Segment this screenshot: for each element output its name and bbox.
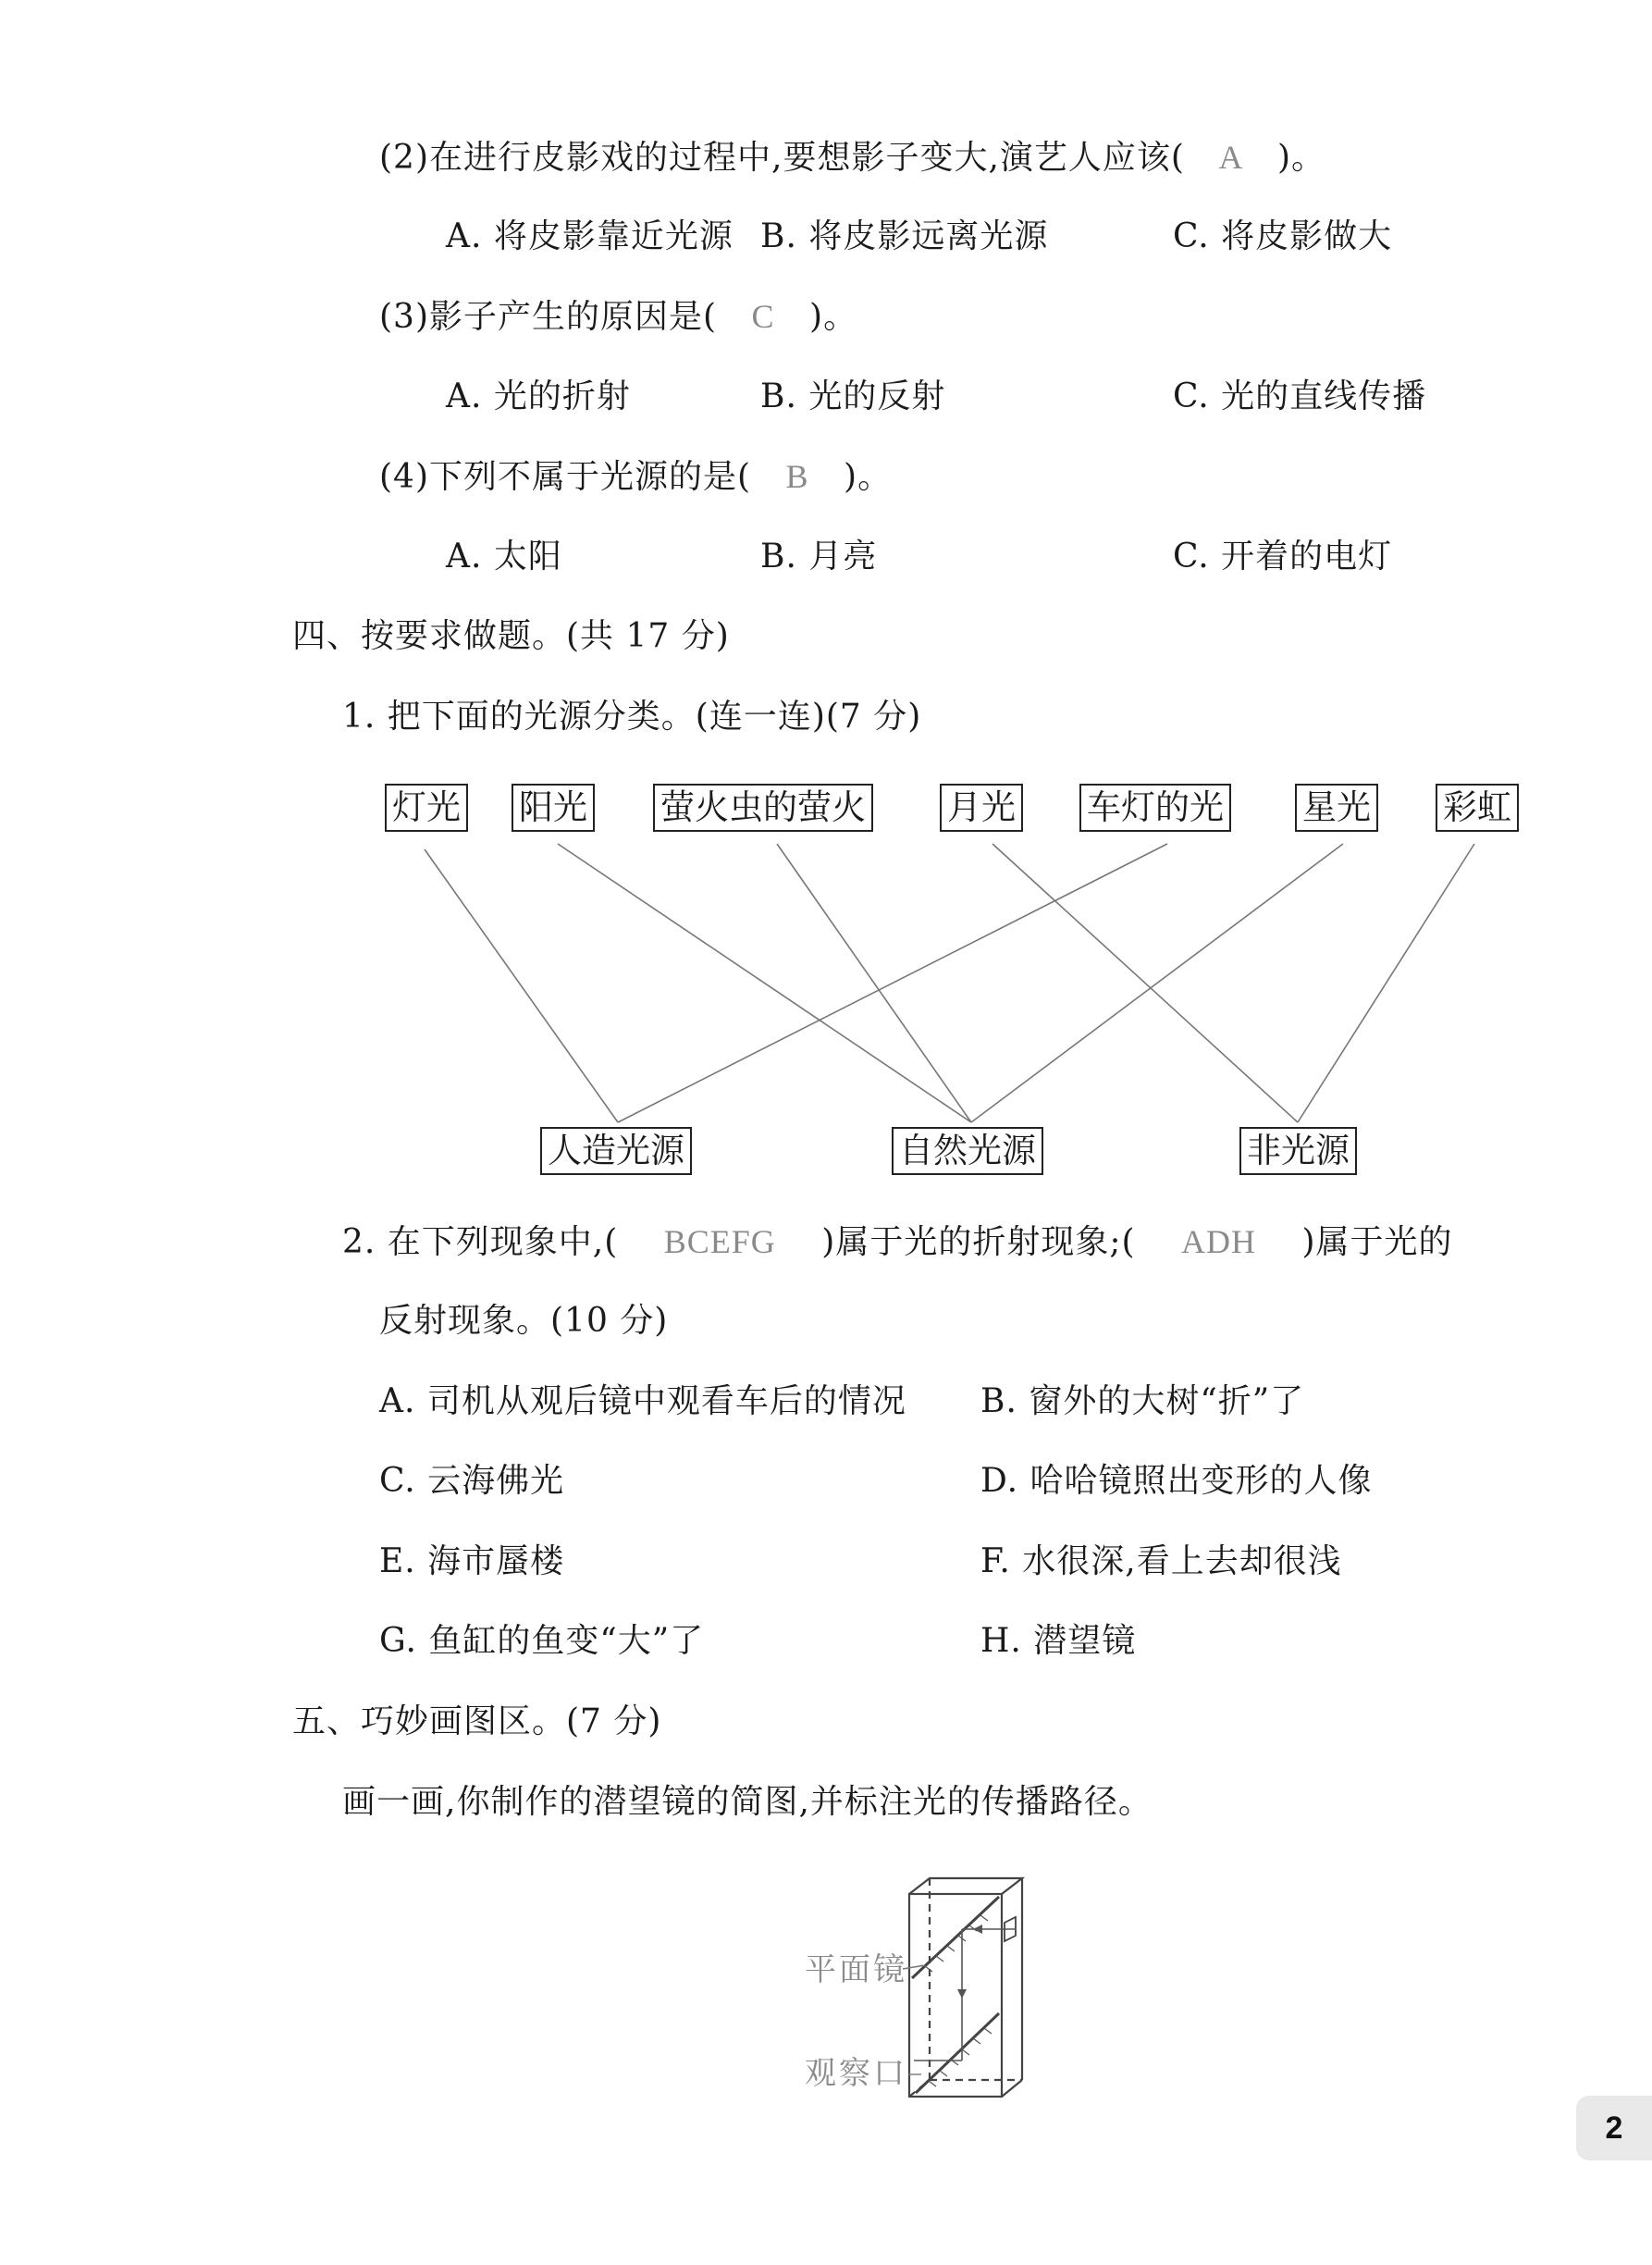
source-box-caihong[interactable]: 彩虹 [1436,784,1519,832]
q2-stem-text-b: )。 [1276,139,1325,177]
q4-answer: B [785,458,809,495]
q2-stem-text-a: (2)在进行皮影戏的过程中,要想影子变大,演艺人应该( [379,139,1185,177]
light-arrow-left [973,1925,982,1934]
section4-q2-text-b: )属于光的折射现象;( [821,1223,1136,1261]
q2-answer: A [1218,139,1244,176]
q4-stem-text-b: )。 [844,458,893,496]
q3-option-a: A. 光的折射 [446,378,631,415]
category-box-artificial[interactable]: 人造光源 [540,1127,692,1175]
source-box-dengguang[interactable]: 灯光 [385,784,468,832]
q2-option-b: B. 将皮影远离光源 [760,217,1049,255]
phenomenon-option-d: D. 哈哈镜照出变形的人像 [980,1462,1373,1500]
q4-stem-text-a: (4)下列不属于光源的是( [379,458,752,496]
q3-stem-text-a: (3)影子产生的原因是( [379,298,718,336]
source-box-chedeng[interactable]: 车灯的光 [1079,784,1231,832]
q4-option-a: A. 太阳 [446,538,562,576]
label-plane-mirror: 平面镜 [805,1953,907,1987]
section4-q2-line2: 反射现象。(10 分) [379,1302,669,1340]
periscope-top-mirror [912,1897,999,1978]
page-number: 2 [1576,2096,1652,2160]
section4-q2-text-a: 2. 在下列现象中,( [342,1223,619,1261]
periscope-front-face [909,1894,1002,2097]
section4-q2-answer-refraction: BCEFG [663,1223,776,1260]
periscope-bottom-mirror [916,2013,999,2093]
light-arrow-down [957,1989,967,1999]
periscope-bottom-edge [1002,2080,1022,2097]
q2-option-a: A. 将皮影靠近光源 [446,217,734,255]
phenomenon-option-g: G. 鱼缸的鱼变“大”了 [379,1622,705,1660]
source-box-yinghuo[interactable]: 萤火虫的萤火 [653,784,873,832]
source-box-xingguang[interactable]: 星光 [1295,784,1378,832]
category-box-nonsource[interactable]: 非光源 [1239,1127,1357,1175]
phenomenon-option-f: F. 水很深,看上去却很浅 [980,1542,1342,1580]
label-eyepiece: 观察口 [805,2057,907,2091]
section5-prompt: 画一画,你制作的潜望镜的简图,并标注光的传播路径。 [342,1783,1153,1821]
q3-answer: C [751,298,775,335]
section4-title: 四、按要求做题。(共 17 分) [292,617,730,655]
category-box-natural[interactable]: 自然光源 [892,1127,1043,1175]
q3-stem-text-b: )。 [809,298,858,336]
section5-title: 五、巧妙画图区。(7 分) [292,1702,662,1740]
phenomenon-option-h: H. 潜望镜 [980,1622,1137,1660]
section4-q2-text-c: )属于光的 [1301,1223,1453,1261]
q4-option-b: B. 月亮 [760,538,878,576]
phenomenon-option-e: E. 海市蜃楼 [379,1542,565,1580]
source-box-yangguang[interactable]: 阳光 [512,784,595,832]
q4-option-c: C. 开着的电灯 [1173,538,1393,576]
phenomenon-option-b: B. 窗外的大树“折”了 [980,1382,1305,1420]
source-box-yueguang[interactable]: 月光 [940,784,1023,832]
q3-option-b: B. 光的反射 [760,378,946,415]
section4-q1-title: 1. 把下面的光源分类。(连一连)(7 分) [342,698,922,736]
periscope-top-face [909,1878,1022,1894]
phenomenon-option-c: C. 云海佛光 [379,1462,565,1500]
phenomenon-option-a: A. 司机从观后镜中观看车后的情况 [379,1382,906,1420]
q2-option-c: C. 将皮影做大 [1173,217,1393,255]
q3-option-c: C. 光的直线传播 [1173,378,1427,415]
section4-q2-answer-reflection: ADH [1181,1223,1257,1260]
